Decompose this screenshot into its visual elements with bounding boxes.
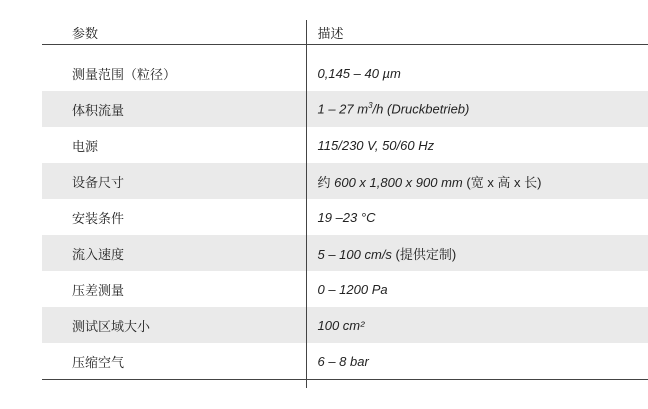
desc-text: (宽 x 高 x 长) [462, 174, 542, 190]
table-header-row [42, 20, 648, 45]
table-row [42, 91, 648, 127]
param-cell: 测量范围（粒径） [72, 66, 177, 82]
param-cell: 体积流量 [42, 91, 306, 127]
desc-cell: 6 – 8 bar [306, 343, 648, 380]
table-row [42, 127, 648, 163]
desc-cell: 0,145 – 40 µm [306, 55, 648, 91]
table-row [42, 163, 648, 199]
table-row [42, 55, 648, 91]
param-cell: 压差测量 [72, 282, 125, 298]
desc-cell [306, 163, 648, 199]
desc-cell: 115/230 V, 50/60 Hz [306, 127, 648, 163]
desc-text: 5 – 100 cm/s [317, 246, 392, 262]
param-cell: 安装条件 [72, 210, 125, 226]
param-cell: 流入速度 [42, 235, 306, 271]
desc-cell: 100 cm² [306, 307, 648, 343]
param-cell: 设备尺寸 [42, 163, 306, 199]
table-row [42, 235, 648, 271]
desc-text: 约 [317, 174, 335, 190]
desc-cell [306, 235, 648, 271]
param-column-header: 参数 [72, 25, 99, 41]
desc-text: 600 x 1,800 x 900 mm [334, 174, 463, 190]
desc-text: /h (Druckbetrieb) [372, 101, 470, 117]
param-cell: 电源 [72, 138, 99, 154]
param-cell: 测试区域大小 [42, 307, 306, 343]
desc-text: 1 – 27 m [317, 101, 369, 117]
desc-text: (提供定制) [391, 246, 457, 262]
table-row [42, 271, 648, 307]
desc-column-header: 描述 [306, 20, 648, 45]
param-cell: 压缩空气 [72, 354, 125, 370]
spec-table [42, 20, 648, 388]
desc-cell: 19 –23 °C [306, 199, 648, 235]
table-row [42, 343, 648, 380]
desc-cell: 0 – 1200 Pa [306, 271, 648, 307]
desc-cell [306, 91, 648, 127]
table-row [42, 307, 648, 343]
table-row [42, 199, 648, 235]
superscript: 3 [368, 101, 373, 111]
